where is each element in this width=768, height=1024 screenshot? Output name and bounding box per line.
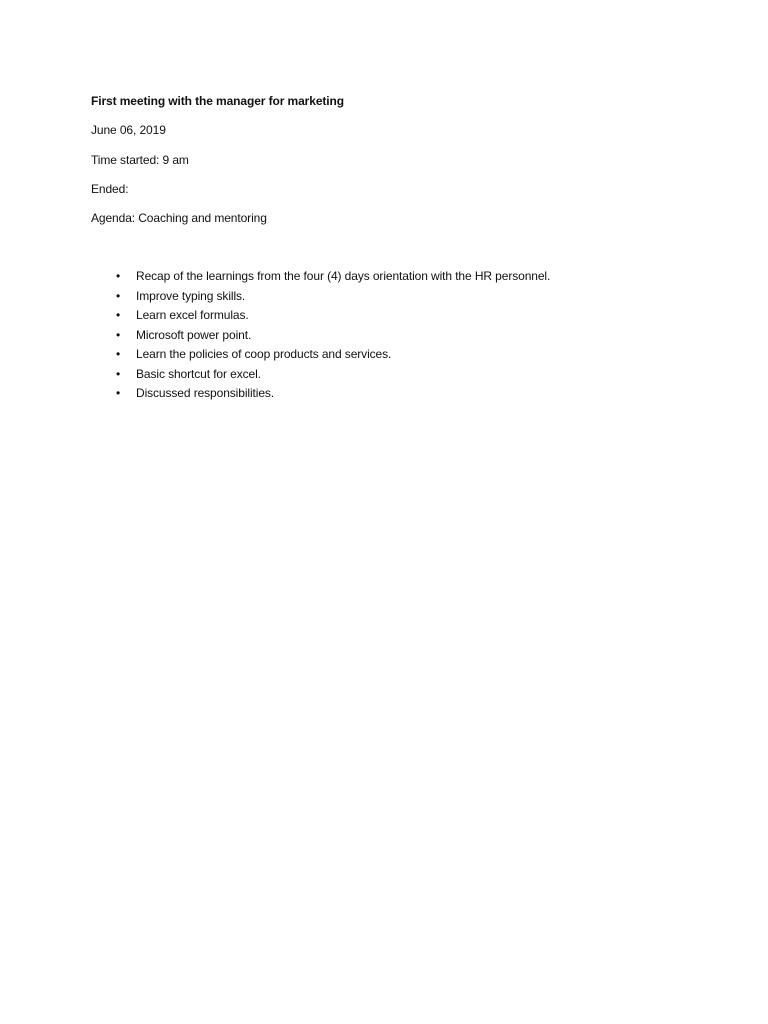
time-ended: Ended: [91,182,129,196]
list-item [0,366,768,386]
list-item-text: Learn the policies of coop products and services. [136,347,392,361]
list-item [0,288,768,308]
bullet-icon: • [115,366,121,381]
list-item-text: Microsoft power point. [136,327,252,342]
list-item-text: Recap of the learnings from the four (4) days orientation with the HR personnel. [136,269,551,283]
list-item [0,385,768,405]
list-item [0,346,768,366]
list-item-text: Discussed responsibilities. [136,386,275,400]
meeting-title: First meeting with the manager for marketing [91,94,344,108]
meeting-date: June 06, 2019 [91,123,166,137]
list-item [0,307,768,327]
list-item [0,327,768,347]
agenda: Agenda: Coaching and mentoring [91,211,267,225]
list-item-text: Improve typing skills. [136,288,246,303]
bullet-icon: • [115,269,121,283]
list-item-text: Basic shortcut for excel. [136,366,261,381]
list-item [0,268,768,288]
bullet-icon: • [115,386,121,400]
time-started: Time started: 9 am [91,153,189,167]
list-item-text: Learn excel formulas. [136,308,249,322]
bullet-icon: • [115,288,121,303]
bullet-icon: • [115,327,121,342]
agenda-items-list [0,268,768,405]
bullet-icon: • [115,308,121,322]
bullet-icon: • [115,347,121,361]
